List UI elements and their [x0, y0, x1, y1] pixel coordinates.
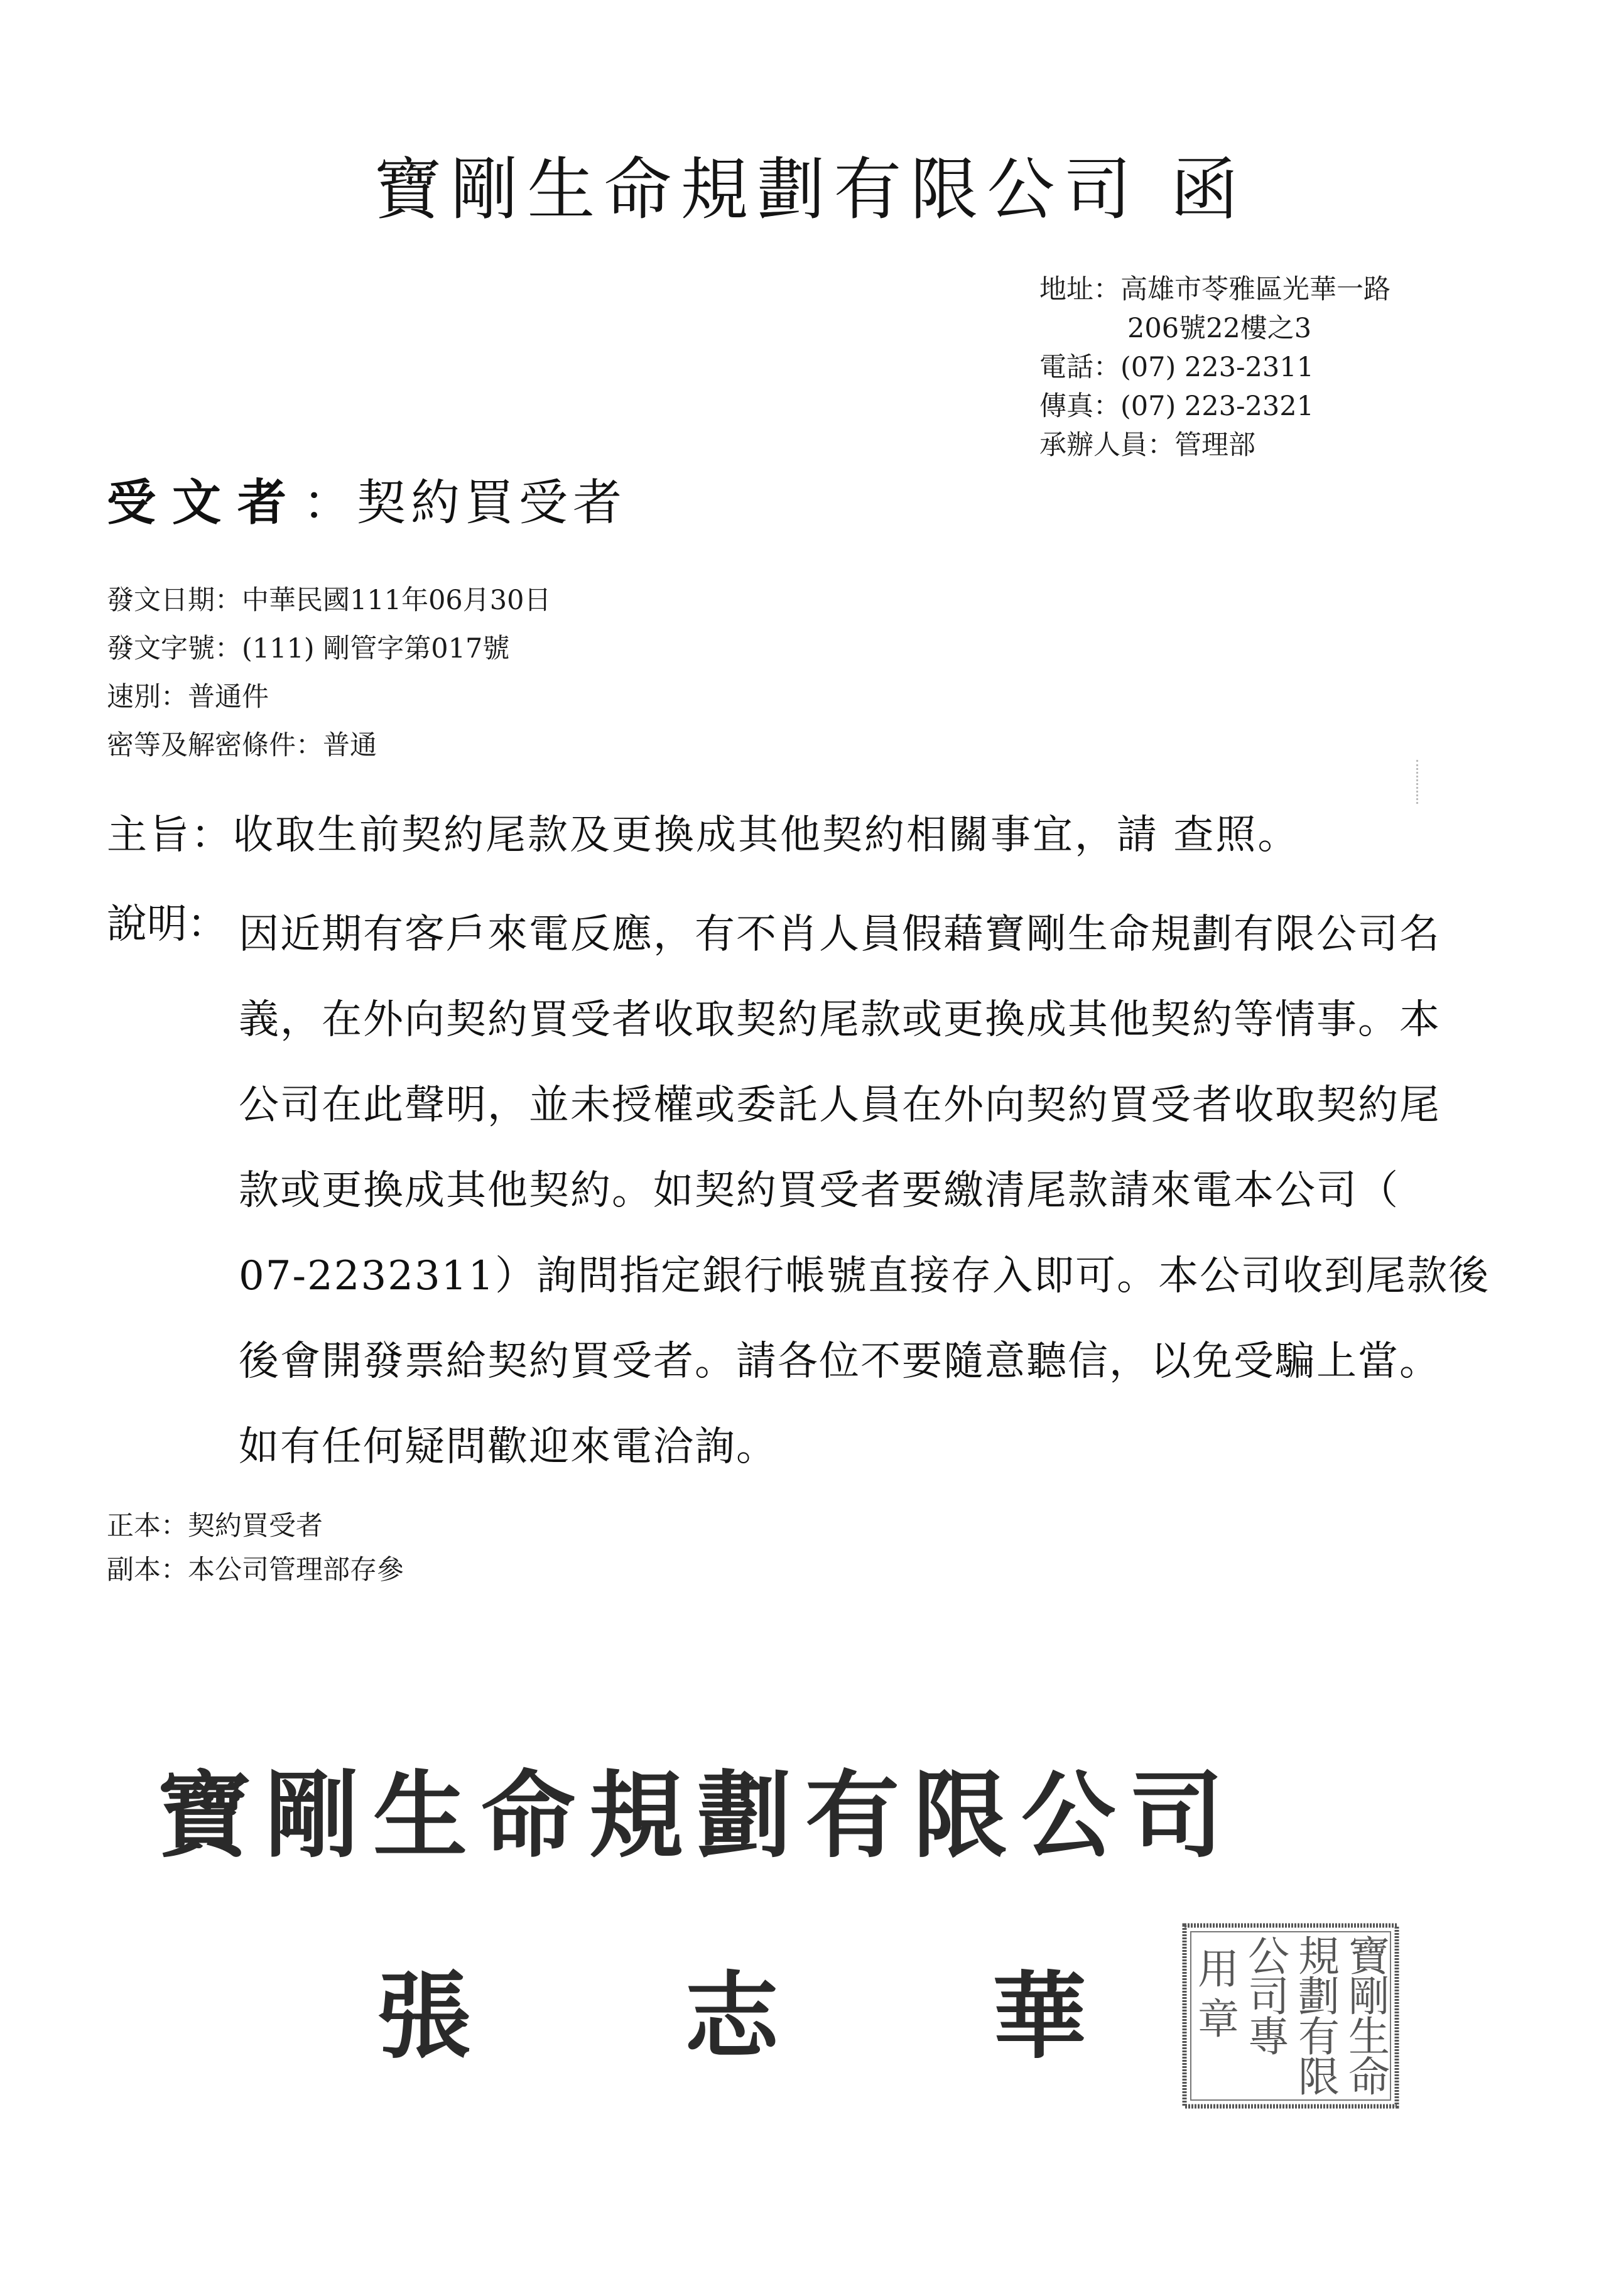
recipient-label: 受文者 [107, 474, 303, 531]
sender-fax: 傳真：(07) 223-2321 [1039, 391, 1314, 422]
person-signature [377, 1941, 1300, 2076]
document-number: 發文字號：(111) 剛管字第017號 [107, 633, 510, 664]
subject: 主旨：收取生前契約尾款及更換成其他契約相關事宜，請 查照。 [107, 812, 1300, 858]
seal-char: 用 [1198, 1945, 1239, 1993]
seal-char: 寶 [1348, 1932, 1390, 1981]
sender-handler: 承辦人員：管理部 [1039, 430, 1255, 461]
explanation-line: 義，在外向契約買受者收取契約尾款或更換成其他契約等情事。本 [239, 997, 1441, 1043]
seal-char: 剛 [1348, 1973, 1390, 2021]
document-meta [107, 577, 551, 770]
copy-recipient: 副本：本公司管理部存參 [107, 1554, 404, 1586]
classification: 密等及解密條件：普通 [107, 730, 377, 761]
explanation-line: 如有任何疑問歡迎來電洽詢。 [239, 1424, 778, 1470]
signature-char: 華 [992, 1963, 1087, 2072]
recipient [107, 463, 627, 534]
scan-speck [1416, 760, 1421, 804]
explanation-line: 後會開發票給契約買受者。請各位不要隨意聽信，以免受騙上當。 [239, 1338, 1441, 1385]
sender-phone: 電話：(07) 223-2311 [1039, 352, 1314, 383]
seal-char: 專 [1248, 2013, 1289, 2061]
seal-char: 司 [1248, 1973, 1289, 2021]
explanation-line: 公司在此聲明，並未授權或委託人員在外向契約買受者收取契約尾 [239, 1082, 1441, 1129]
signature-char: 志 [685, 1963, 779, 2072]
letter-title: 寶剛生命規劃有限公司 函 [374, 151, 1247, 229]
explanation-line: 因近期有客戶來電反應，有不肖人員假藉寶剛生命規劃有限公司名 [239, 911, 1441, 958]
delivery-speed: 速別：普通件 [107, 681, 269, 713]
signature-char: 張 [377, 1963, 472, 2072]
recipient-value: ：契約買受者 [303, 475, 627, 531]
sender-address-line1: 地址：高雄市苓雅區光華一路 [1039, 274, 1391, 305]
explanation-label: 說明： [107, 901, 227, 948]
seal-char: 有 [1298, 2013, 1340, 2061]
seal-char: 限 [1298, 2053, 1340, 2101]
explanation-line: 07-2232311）詢問指定銀行帳號直接存入即可。本公司收到尾款後 [239, 1253, 1490, 1299]
seal-char: 命 [1348, 2053, 1390, 2101]
copies [107, 1504, 404, 1592]
explanation-line: 款或更換成其他契約。如契約買受者要繳清尾款請來電本公司（ [239, 1167, 1399, 1214]
sender-address-line2: 206號22樓之3 [1127, 313, 1312, 344]
seal-char: 劃 [1298, 1973, 1340, 2021]
seal-char: 公 [1248, 1932, 1289, 1981]
issue-date: 發文日期：中華民國111年06月30日 [107, 585, 551, 616]
sender-info [1039, 270, 1391, 465]
company-signature: 寶剛生命規劃有限公司 [157, 1762, 1238, 1871]
company-seal-stamp [1181, 1922, 1401, 2110]
original-recipient: 正本：契約買受者 [107, 1510, 323, 1542]
seal-icon [1181, 1922, 1401, 2110]
explanation-body [239, 892, 1514, 1490]
seal-char: 章 [1198, 1995, 1239, 2044]
seal-char: 生 [1348, 2013, 1390, 2061]
seal-char: 規 [1298, 1932, 1340, 1981]
